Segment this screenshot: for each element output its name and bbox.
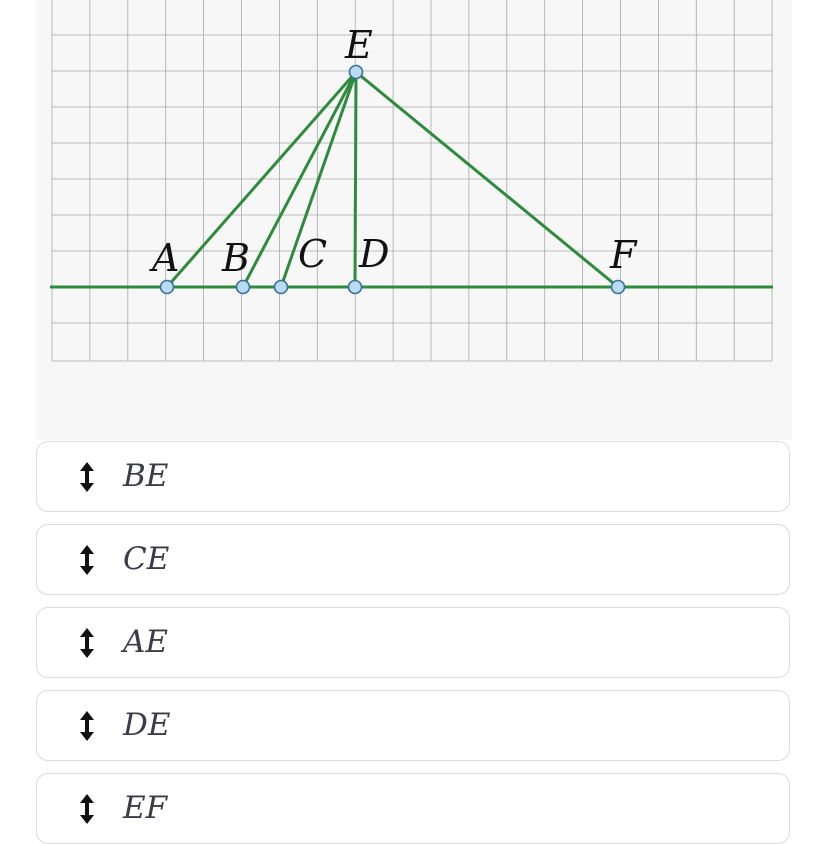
up-down-arrow-icon (77, 456, 97, 498)
geometry-figure-panel (36, 0, 792, 440)
sortable-item-label: AE (123, 624, 169, 660)
sortable-item-de[interactable] (36, 690, 790, 761)
geometry-figure (36, 0, 792, 440)
point-label-F: F (610, 233, 637, 277)
up-down-arrow-icon (77, 788, 97, 830)
point-e[interactable] (350, 66, 363, 79)
point-b[interactable] (237, 281, 250, 294)
up-down-arrow-icon (77, 622, 97, 664)
point-a[interactable] (161, 281, 174, 294)
point-f[interactable] (612, 281, 625, 294)
sortable-item-label: EF (123, 790, 168, 826)
grid (52, 0, 772, 361)
up-down-arrow-icon (77, 539, 97, 581)
point-label-D: D (359, 232, 390, 276)
point-c[interactable] (275, 281, 288, 294)
point-label-E: E (345, 23, 373, 67)
segment-ed (355, 72, 356, 287)
sortable-item-ef[interactable] (36, 773, 790, 844)
sortable-item-label: DE (123, 707, 171, 743)
sortable-item-label: BE (123, 458, 169, 494)
point-d[interactable] (349, 281, 362, 294)
sortable-item-ae[interactable] (36, 607, 790, 678)
sortable-item-label: CE (123, 541, 170, 577)
up-down-arrow-icon (77, 705, 97, 747)
point-label-C: C (298, 232, 328, 276)
segment-ef (356, 72, 618, 287)
point-label-A: A (152, 236, 180, 280)
sortable-item-be[interactable] (36, 441, 790, 512)
point-label-B: B (222, 236, 250, 280)
sortable-item-ce[interactable] (36, 524, 790, 595)
